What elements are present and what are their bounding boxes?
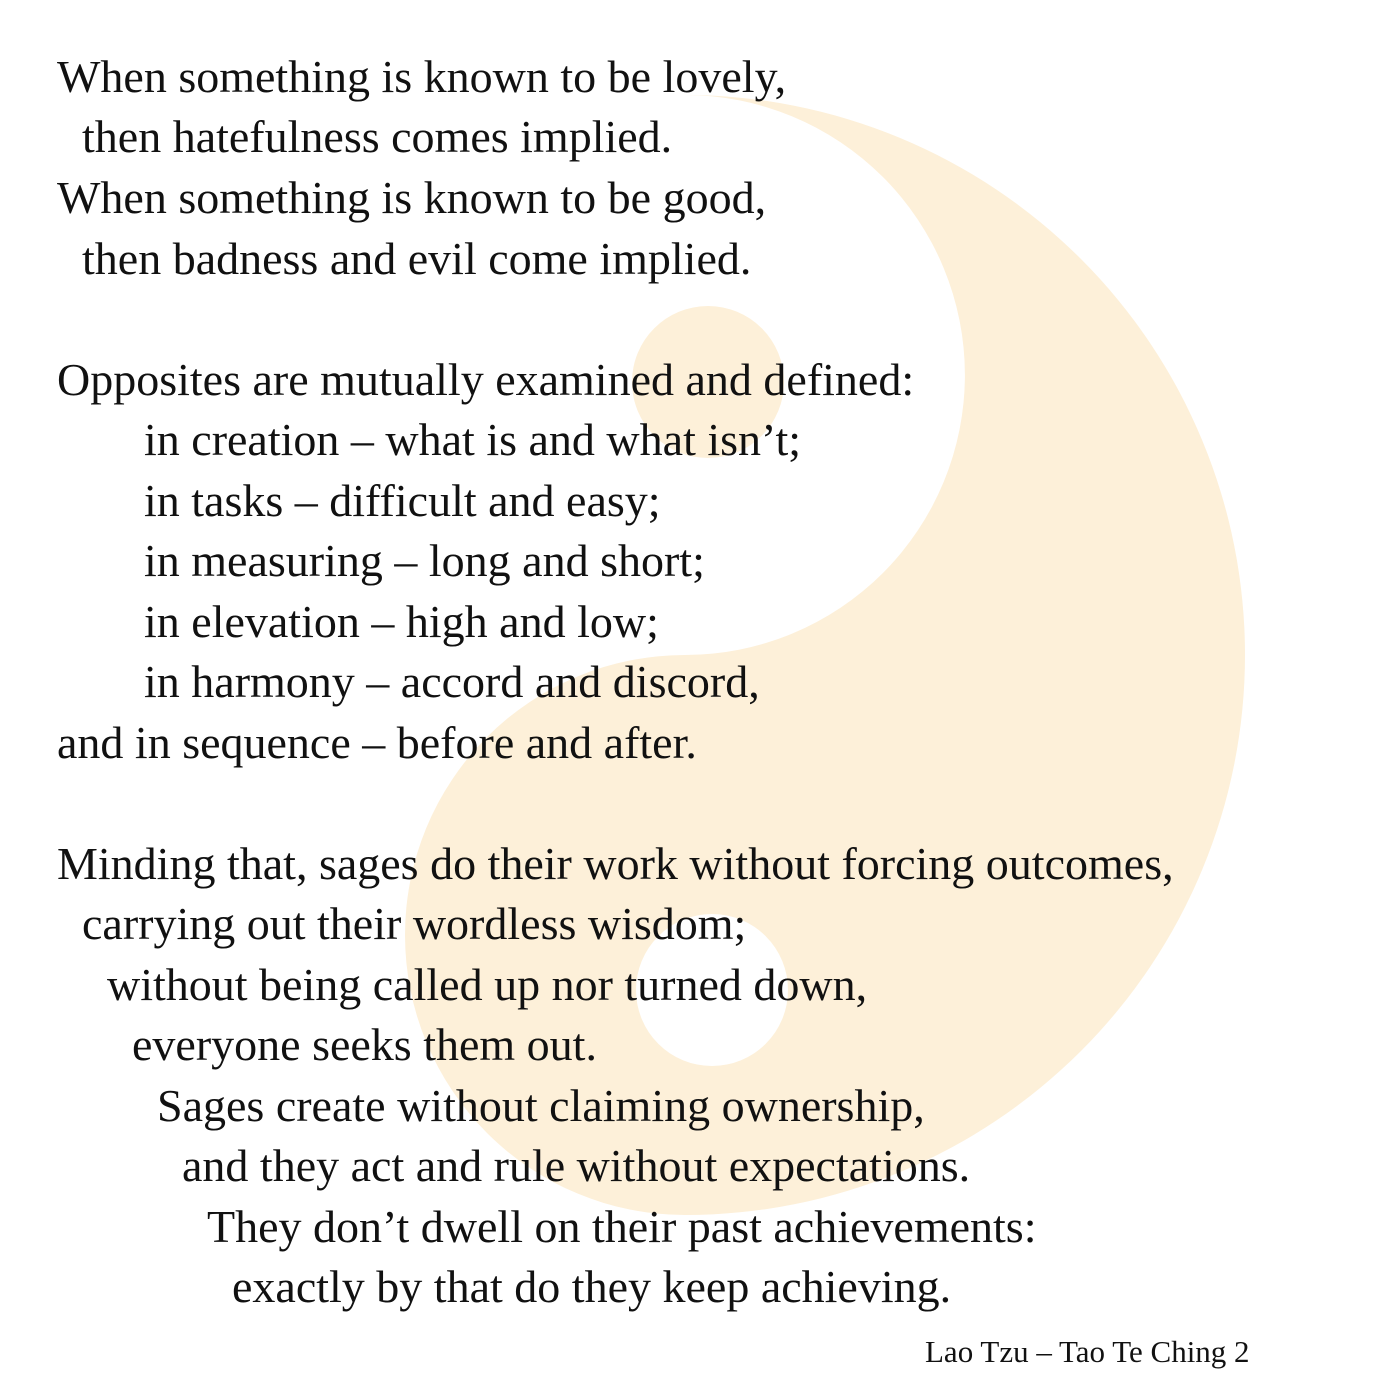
poem-line: in measuring – long and short;: [144, 535, 705, 586]
poem-line: exactly by that do they keep achieving.: [232, 1261, 952, 1312]
poem-line: in tasks – difficult and easy;: [144, 475, 661, 526]
poem-line: Sages create without claiming ownership,: [157, 1080, 925, 1131]
poem-line: They don’t dwell on their past achievements:: [207, 1201, 1037, 1252]
poem-line: then hatefulness comes implied.: [82, 111, 673, 162]
poem-line: in elevation – high and low;: [144, 596, 659, 647]
poem-line: and they act and rule without expectations.: [182, 1140, 971, 1191]
poem-line: without being called up nor turned down,: [107, 959, 868, 1010]
attribution: Lao Tzu – Tao Te Ching 2: [925, 1334, 1250, 1369]
poem-line: in harmony – accord and discord,: [144, 656, 760, 707]
poem-line: carrying out their wordless wisdom;: [82, 898, 747, 949]
poem-line: Opposites are mutually examined and defined:: [57, 354, 915, 405]
poem-line: in creation – what is and what isn’t;: [144, 414, 802, 465]
poem-line: then badness and evil come implied.: [82, 233, 752, 284]
poem-line: When something is known to be lovely,: [57, 51, 787, 102]
poem-line: Minding that, sages do their work without forcing outcomes,: [57, 838, 1174, 889]
poem-line: everyone seeks them out.: [132, 1019, 597, 1070]
poem-line: and in sequence – before and after.: [57, 717, 697, 768]
poem-line: When something is known to be good,: [57, 172, 767, 223]
